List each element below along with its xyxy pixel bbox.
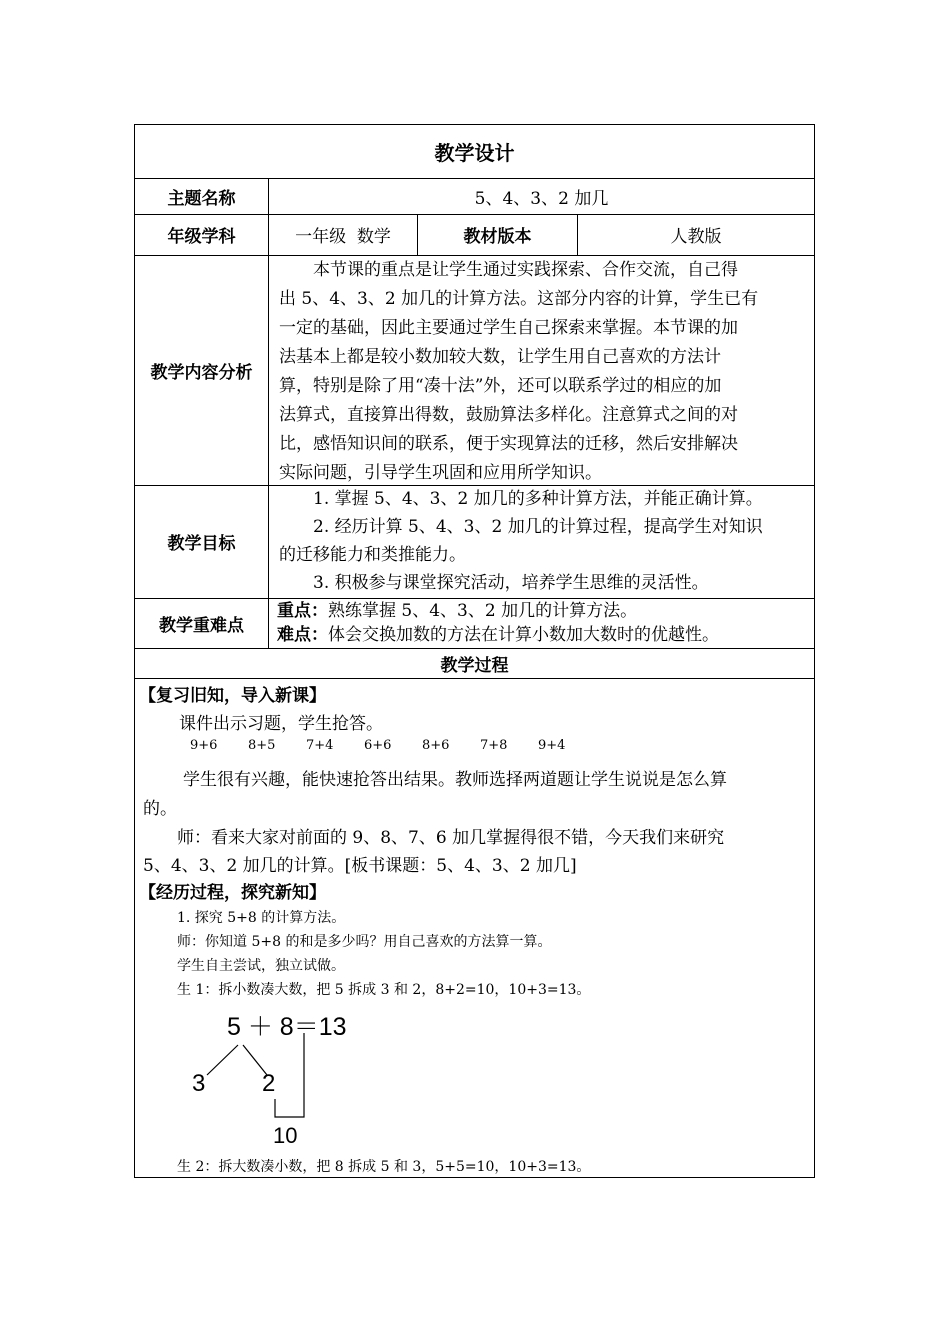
exercise-item: 7+8 [480,738,508,753]
exercise-item: 9+6 [190,738,218,753]
objectives-text [279,485,807,597]
exercise-item: 8+6 [422,738,450,753]
edition-value: 人教版 [670,227,722,247]
difficulty-text: 体会交换加数的方法在计算小数加大数时的优越性。 [328,625,719,645]
exercise-item: 9+4 [538,738,566,753]
analysis-line: 出 5、4、3、2 加几的计算方法。这部分内容的计算，学生已有 [279,289,759,309]
teacher-paragraph-line: 师：看来大家对前面的 9、8、7、6 加几掌握得很不错，今天我们来研究 [177,828,725,848]
explore-line: 1. 探究 5+8 的计算方法。 [177,910,346,926]
difficulty-label: 难点： [277,625,328,645]
review-paragraph-line: 的。 [143,799,177,819]
edition-label: 教材版本 [463,227,532,247]
explore-line: 学生自主尝试，独立试做。 [177,958,345,974]
diagram-ten: 10 [273,1123,298,1148]
explore-last-line: 生 2：拆大数凑小数，把 8 拆成 5 和 3，5+5=10，10+3=13。 [177,1159,591,1175]
section-explore-heading: 【经历过程，探究新知】 [139,883,326,903]
analysis-line: 法算式，直接算出得数，鼓励算法多样化。注意算式之间的对 [279,405,738,425]
analysis-line: 法基本上都是较小数加较大数，让学生用自己喜欢的方法计 [279,347,721,367]
key-point-text: 熟练掌握 5、4、3、2 加几的计算方法。 [328,601,638,621]
exercise-item: 7+4 [306,738,334,753]
exercise-item: 6+6 [364,738,392,753]
objective-item: 2. 经历计算 5、4、3、2 加几的计算过程，提高学生对知识 [313,517,763,537]
content-analysis-text [279,256,807,488]
exercise-item: 8+5 [248,738,276,753]
diagram-left-part: 3 [192,1070,206,1097]
analysis-line: 本节课的重点是让学生通过实践探索、合作交流，自己得 [313,260,738,280]
objective-item: 1. 掌握 5、4、3、2 加几的多种计算方法，并能正确计算。 [313,489,763,509]
section-review-line: 课件出示习题，学生抢答。 [179,714,383,734]
lesson-plan-table [134,124,815,1178]
analysis-line: 算，特别是除了用“凑十法”外，还可以联系学过的相应的加 [279,376,722,396]
review-paragraph-line: 学生很有兴趣，能快速抢答出结果。教师选择两道题让学生说说是怎么算 [183,770,727,790]
analysis-line: 实际问题，引导学生巩固和应用所学知识。 [279,463,602,483]
page-title: 教学设计 [434,141,515,165]
topic-label: 主题名称 [167,188,236,209]
analysis-line: 比，感悟知识间的联系，便于实现算法的迁移，然后安排解决 [279,434,738,454]
explore-line: 生 1：拆小数凑大数，把 5 拆成 3 和 2，8+2=10，10+3=13。 [177,982,591,998]
explore-line: 师：你知道 5+8 的和是多少吗？用自己喜欢的方法算一算。 [177,934,552,950]
key-points-label: 教学重难点 [159,615,244,636]
objective-item: 的迁移能力和类推能力。 [279,545,466,565]
diagram-right-part: 2 [262,1070,276,1097]
objective-item: 3. 积极参与课堂探究活动，培养学生思维的灵活性。 [313,573,709,593]
diagram-equation: 5 ＋ 8＝13 [227,1013,347,1041]
objectives-label: 教学目标 [167,534,236,554]
analysis-line: 一定的基础，因此主要通过学生自己探索来掌握。本节课的加 [279,318,738,338]
grade-subject-value: 一年级 数学 [295,227,391,247]
key-points-text [277,599,812,647]
teacher-paragraph-line: 5、4、3、2 加几的计算。[板书课题：5、4、3、2 加几] [143,856,577,876]
content-analysis-label: 教学内容分析 [150,362,253,383]
explore-lines [177,906,590,1002]
branch-left-line [207,1045,238,1075]
topic-value: 5、4、3、2 加几 [474,188,609,209]
bracket-line [275,1033,304,1117]
process-heading: 教学过程 [440,655,509,676]
grade-subject-label: 年级学科 [167,227,236,247]
section-review-heading: 【复习旧知，导入新课】 [139,686,326,706]
key-point-label: 重点： [277,601,328,621]
